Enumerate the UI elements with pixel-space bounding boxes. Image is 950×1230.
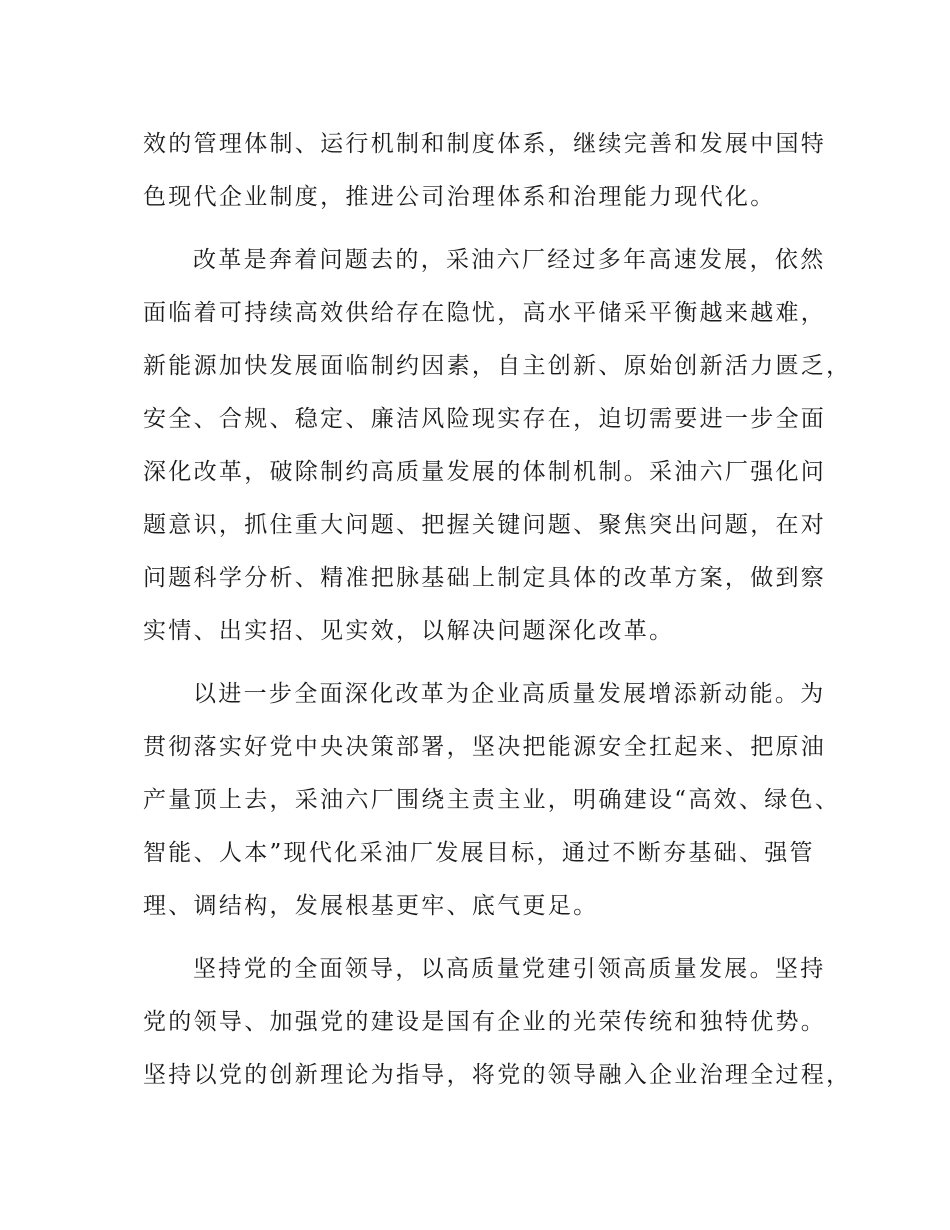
text-line: 问题科学分析、精准把脉基础上制定具体的改革方案，做到察 xyxy=(143,565,827,591)
text-line: 面临着可持续高效供给存在隐忧，高水平储采平衡越来越难， xyxy=(143,300,827,326)
text-line: 以进一步全面深化改革为企业高质量发展增添新动能。为 xyxy=(193,681,826,707)
text-line: 新能源加快发展面临制约因素，自主创新、原始创新活力匮乏， xyxy=(143,353,852,379)
text-line: 色现代企业制度，推进公司治理体系和治理能力现代化。 xyxy=(143,184,776,210)
text-line: 深化改革，破除制约高质量发展的体制机制。采油六厂强化问 xyxy=(143,459,827,485)
text-line: 安全、合规、稳定、廉洁风险现实存在，迫切需要进一步全面 xyxy=(143,406,827,432)
text-line: 实情、出实招、见实效，以解决问题深化改革。 xyxy=(143,618,675,644)
text-line: 党的领导、加强党的建设是国有企业的光荣传统和独特优势。 xyxy=(143,1009,827,1035)
text-line: 效的管理体制、运行机制和制度体系，继续完善和发展中国特 xyxy=(143,131,827,157)
text-line: 坚持党的全面领导，以高质量党建引领高质量发展。坚持 xyxy=(193,956,826,982)
text-line: 智能、人本”现代化采油厂发展目标，通过不断夯基础、强管 xyxy=(143,840,815,866)
text-line: 改革是奔着问题去的，采油六厂经过多年高速发展，依然 xyxy=(193,247,826,273)
text-line: 贯彻落实好党中央决策部署，坚决把能源安全扛起来、把原油 xyxy=(143,734,827,760)
text-line: 坚持以党的创新理论为指导，将党的领导融入企业治理全过程， xyxy=(143,1062,852,1088)
text-line: 题意识，抓住重大问题、把握关键问题、聚焦突出问题，在对 xyxy=(143,512,827,538)
text-line: 理、调结构，发展根基更牢、底气更足。 xyxy=(143,893,599,919)
text-line: 产量顶上去，采油六厂围绕主责主业，明确建设“高效、绿色、 xyxy=(143,787,841,813)
